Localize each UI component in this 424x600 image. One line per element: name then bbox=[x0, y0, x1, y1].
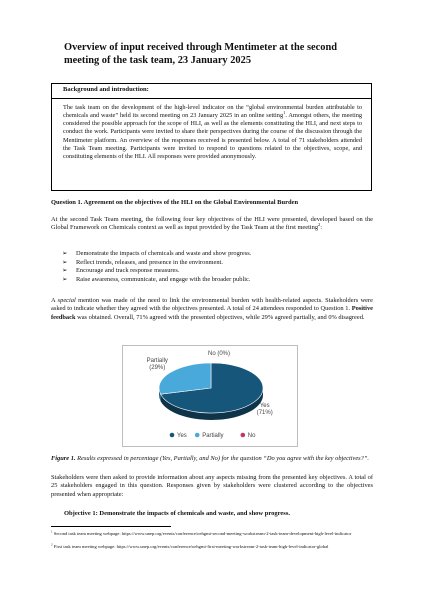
after-caption-paragraph: Stakeholders were then asked to provide information about any aspects missing from the presented key objectives. A total of 25 stakeholders engaged in this question. Responses given by stakeholders were clustered according to the objectives presented when appropriate: bbox=[51, 474, 373, 498]
legend-marker-partially bbox=[195, 433, 200, 438]
para-text-a: A bbox=[51, 297, 58, 304]
list-item bbox=[62, 276, 362, 285]
para-text-b: mention was made of the need to link the environmental burden with health-related aspects. Stakeholders were asked to indicate whether they agreed with the objectives presented. A total of 24 attendees responded to Question 1. bbox=[51, 297, 373, 313]
data-label-no: No (0%) bbox=[207, 351, 231, 357]
background-text-start: The task team on the development of the high-level indicator on the “global environmental burden attributable to chemicals and waste” held its second meeting on 23 January 2025 in an online setting bbox=[63, 104, 362, 120]
para-text-c: was obtained. Overall, 71% agreed with the presented objectives, while 29% agreed partially, and 0% disagreed. bbox=[75, 313, 365, 321]
footnote-number: 1 bbox=[51, 529, 53, 534]
list-item-text: Raise awareness, communicate, and engage with the broader public. bbox=[76, 275, 251, 283]
legend-label-yes: Yes bbox=[177, 433, 187, 439]
list-item bbox=[62, 259, 362, 268]
objective1-heading: Objective 1: Demonstrate the impacts of chemicals and waste, and show progress. bbox=[64, 510, 290, 517]
background-text-end: . Amongst others, the meeting considered the possible approach for the scope of HLI, as well as the elements constituting the HLI, and next steps to conduct the work. Participants were invited to share their perspectives during the course of the discussion through the Mentimeter platform. An overview of the responses received is presented below. A total of 71 stakeholders attended the Task Team meeting. Participants were invited to respond to questions related to the objectives, scope, and constituting elements of the HLI. All responses were provided anonymously. bbox=[63, 112, 362, 160]
background-header bbox=[52, 84, 371, 99]
legend-marker-yes bbox=[170, 433, 175, 438]
footnote-text[interactable]: First task team meeting webpage: https://www.unep.org/events/conference/oehgmi-first-meeting-workstream-2-task-team-high-level-indicator-global bbox=[52, 544, 329, 549]
pie-chart bbox=[122, 345, 298, 447]
legend-label-no: No bbox=[247, 433, 256, 439]
question1-results-paragraph bbox=[51, 297, 373, 322]
page-title: Overview of input received through Mentimeter at the second meeting of the task team, 23 January 2025 bbox=[64, 42, 337, 66]
arrow-bullet-icon: ➢ bbox=[62, 275, 68, 283]
footnote-2 bbox=[51, 544, 376, 550]
background-heading: Background and introduction: bbox=[63, 86, 149, 93]
data-label-yes: Yes (71%) bbox=[256, 403, 273, 417]
para-text-special: special bbox=[57, 297, 76, 304]
footnote-1 bbox=[51, 531, 376, 537]
footnote-number: 2 bbox=[51, 542, 53, 547]
question1-intro bbox=[51, 216, 373, 233]
question1-intro-end: : bbox=[320, 224, 323, 232]
footnote-text[interactable]: Second task team meeting webpage: https://www.unep.org/events/conference/oehgmi-second-meeting-workstream-2-task-team-development-high-level-indicator bbox=[52, 531, 352, 536]
footnote-ref-2[interactable]: 2 bbox=[318, 222, 321, 228]
objectives-list bbox=[62, 250, 362, 284]
question1-heading: Question 1. Agreement on the objectives of the HLI on the Global Environmental Burden bbox=[51, 199, 299, 206]
legend-marker-no bbox=[241, 433, 246, 438]
question1-intro-text: At the second Task Team meeting, the following four key objectives of the HLI were presented, developed based on the Global Framework on Chemicals context as well as input provided by the Task Team at the first meeting bbox=[51, 216, 373, 232]
footnote-ref-1[interactable]: 1 bbox=[283, 110, 286, 116]
list-item-text: Reflect trends, releases, and presence in the environment. bbox=[76, 258, 223, 266]
list-item-text: Encourage and track response measures. bbox=[76, 267, 180, 275]
pie-chart-svg bbox=[123, 346, 299, 448]
background-paragraph bbox=[63, 104, 362, 161]
list-item bbox=[62, 250, 362, 259]
background-box bbox=[51, 83, 372, 191]
list-item-text: Demonstrate the impacts of chemicals and waste and show progress. bbox=[76, 250, 252, 257]
arrow-bullet-icon: ➢ bbox=[62, 250, 68, 257]
figure-label: Figure 1. bbox=[51, 455, 76, 462]
list-item bbox=[62, 267, 362, 276]
legend-label-partially: Partially bbox=[202, 433, 224, 439]
figure-caption bbox=[51, 455, 373, 464]
arrow-bullet-icon: ➢ bbox=[62, 258, 68, 266]
figure-caption-text: Results expressed in percentage (Yes, Partially, and No) for the question “Do you agree with the key objectives?”. bbox=[75, 455, 370, 462]
footnote-divider bbox=[51, 526, 171, 527]
data-label-partially: Partially (29%) bbox=[146, 357, 168, 371]
para-text-bold: Positive feedback bbox=[51, 305, 373, 321]
arrow-bullet-icon: ➢ bbox=[62, 267, 68, 275]
